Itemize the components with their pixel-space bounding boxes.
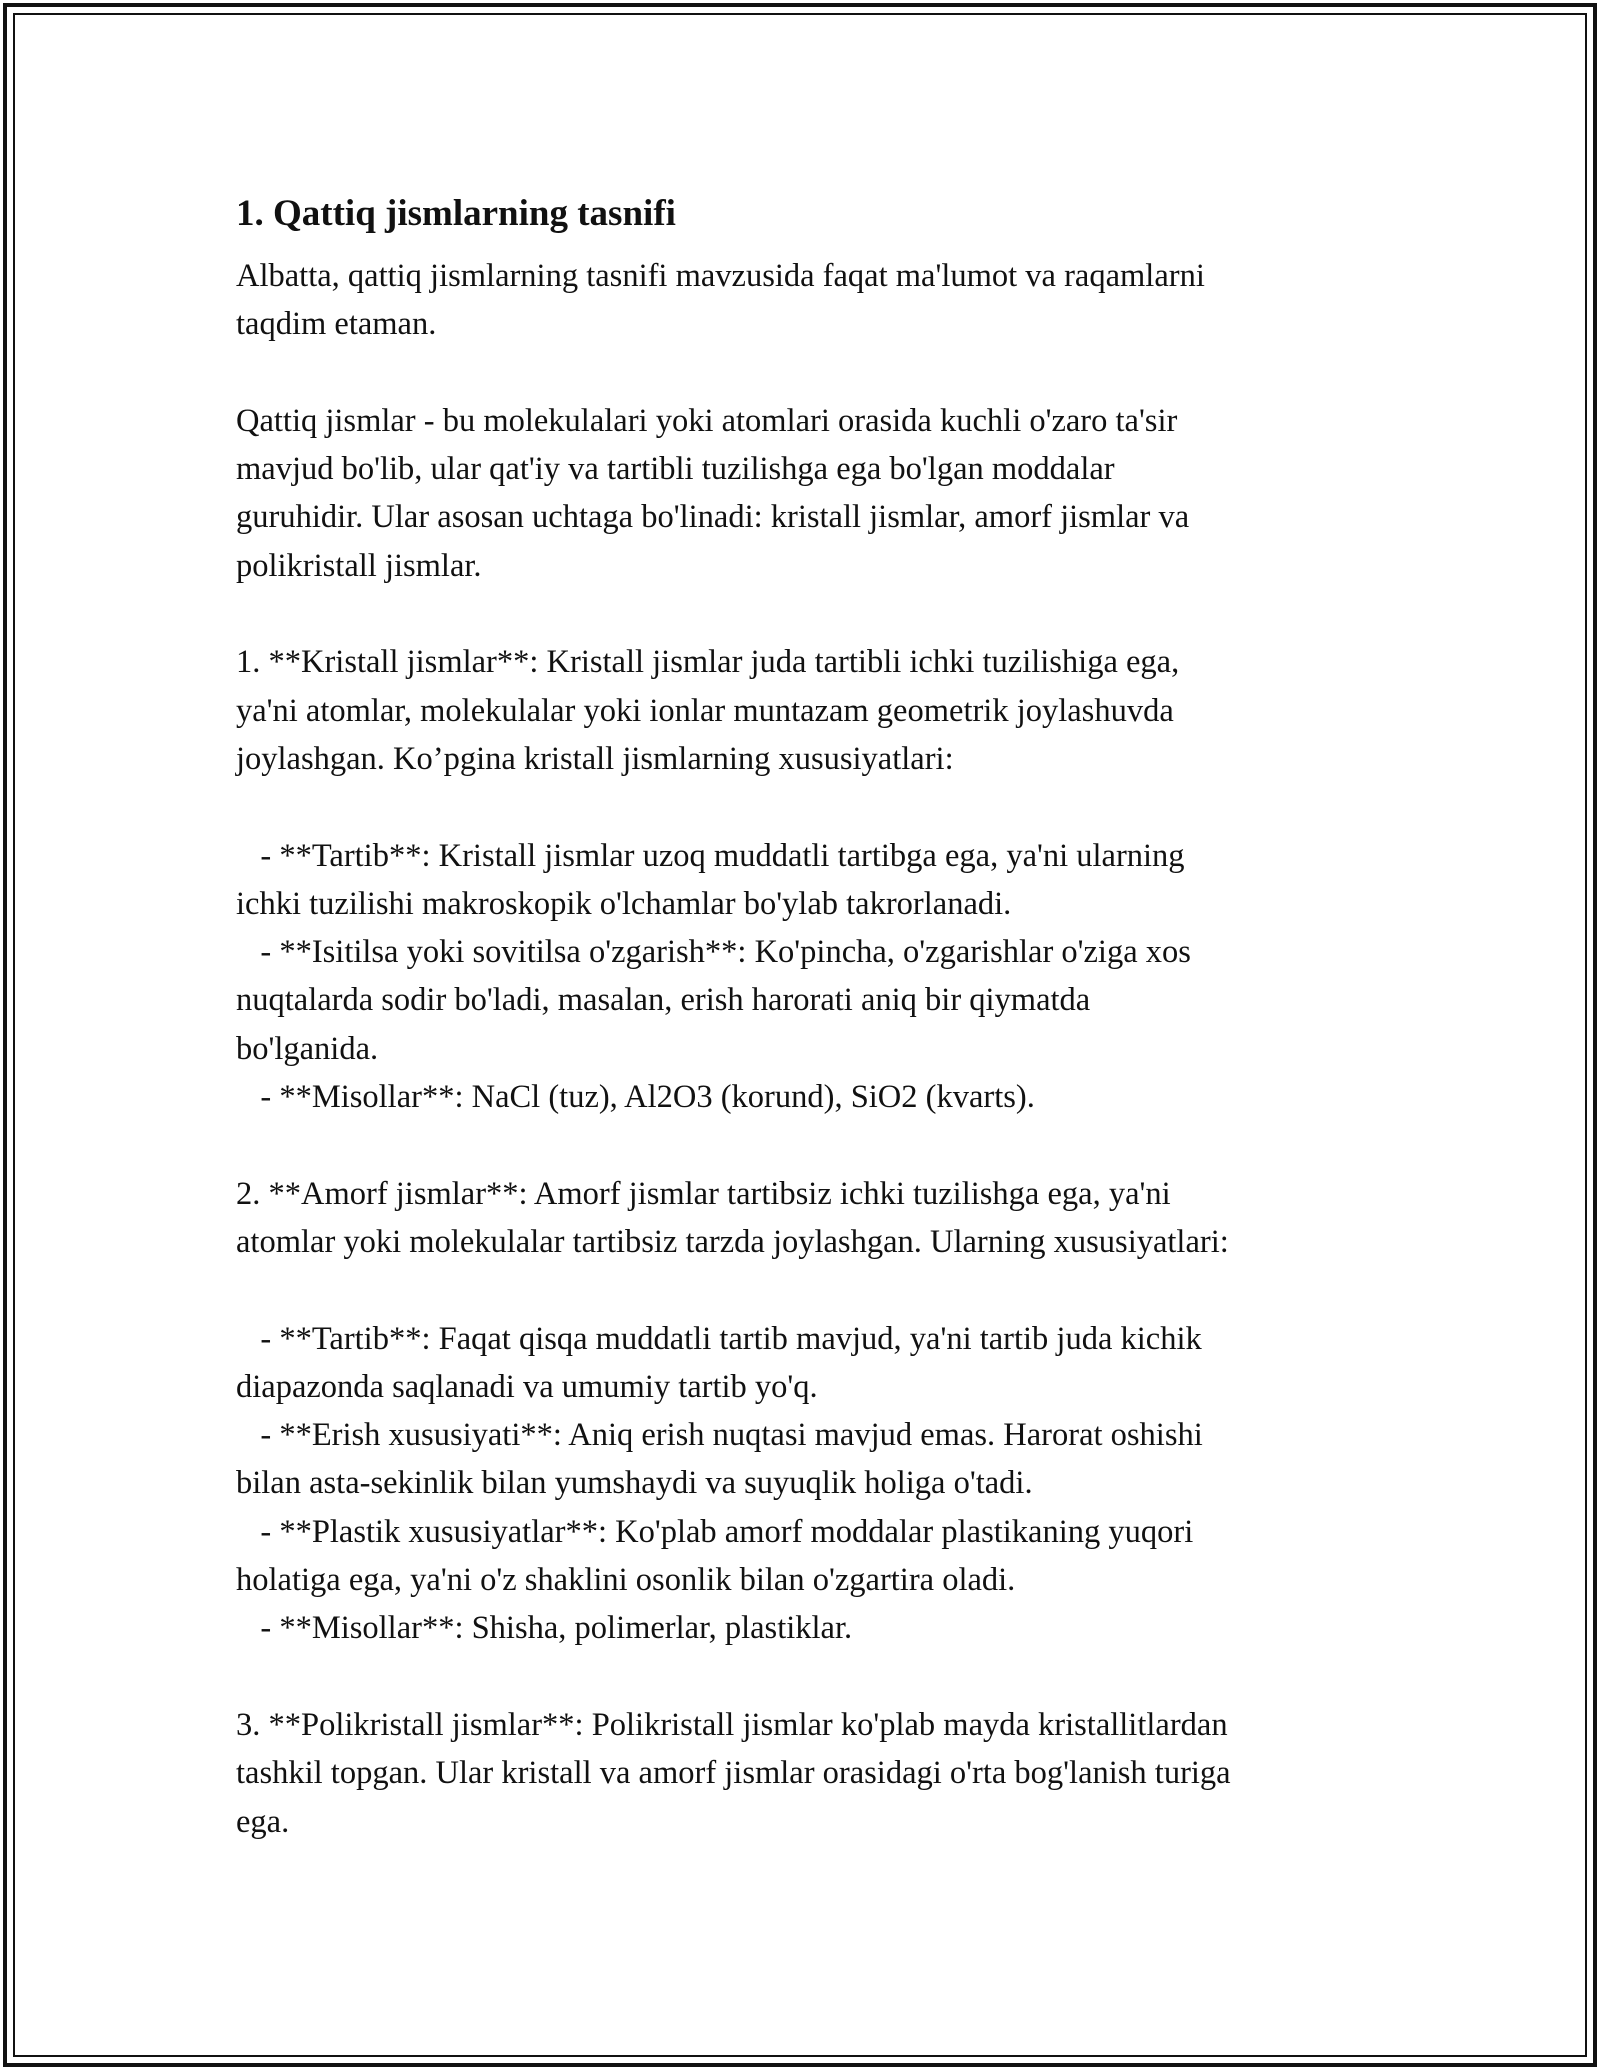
amorphous-section-paragraph: 2. **Amorf jismlar**: Amorf jismlar tartibsiz ichki tuzilishga ega, ya'ni atomlar yoki molekulalar tartibsiz tarzda joylashgan. Ularning xususiyatlari:: [236, 1175, 1229, 1260]
crystalline-properties-list: - **Tartib**: Kristall jismlar uzoq muddatli tartibga ega, ya'ni ularning ichki tuzilishi makroskopik o'lchamlar bo'ylab takrorlanadi. - **Isitilsa yoki sovitilsa o'zgarish**: Ko'pincha, o'zgarishlar o'ziga xos nuqtalarda sodir bo'ladi, masalan, erish harorati aniq bir qiymatda bo'lganida. - **Misollar**: NaCl (tuz), Al2O3 (korund), SiO2 (kvarts).: [236, 837, 1191, 1116]
blank-line: [236, 349, 1376, 397]
blank-line: [236, 1121, 1376, 1169]
blank-line: [236, 783, 1376, 831]
definition-paragraph: Qattiq jismlar - bu molekulalari yoki atomlari orasida kuchli o'zaro ta'sir mavjud bo'lib, ular qat'iy va tartibli tuzilishga ega bo'lgan moddalar guruhidir. Ular asosan uchtaga bo'linadi: kristall jismlar, amorf jismlar va polikristall jismlar.: [236, 402, 1190, 584]
crystalline-section-paragraph: 1. **Kristall jismlar**: Kristall jismlar juda tartibli ichki tuzilishiga ega, ya'ni atomlar, molekulalar yoki ionlar muntazam geometrik joylashuvda joylashgan. Ko’pgina kristall jismlarning xususiyatlari:: [236, 644, 1180, 777]
blank-line: [236, 1266, 1376, 1314]
document-body: [236, 188, 1376, 1846]
amorphous-properties-list: - **Tartib**: Faqat qisqa muddatli tartib mavjud, ya'ni tartib juda kichik diapazonda saqlanadi va umumiy tartib yo'q. - **Erish xususiyati**: Aniq erish nuqtasi mavjud emas. Harorat oshishi bilan asta-sekinlik bilan yumshaydi va suyuqlik holiga o'tadi. - **Plastik xususiyatlar**: Ko'plab amorf moddalar plastikaning yuqori holatiga ega, ya'ni o'z shaklini osonlik bilan o'zgartira oladi. - **Misollar**: Shisha, polimerlar, plastiklar.: [236, 1320, 1203, 1647]
document-title: 1. Qattiq jismlarning tasnifi: [236, 193, 676, 234]
blank-line: [236, 590, 1376, 638]
polycrystalline-section-paragraph: 3. **Polikristall jismlar**: Polikristall jismlar ko'plab mayda kristallitlardan tashkil topgan. Ular kristall va amorf jismlar orasidagi o'rta bog'lanish turiga ega.: [236, 1706, 1231, 1840]
blank-line: [236, 1653, 1376, 1701]
intro-paragraph: Albatta, qattiq jismlarning tasnifi mavzusida faqat ma'lumot va raqamlarni taqdim etaman.: [236, 258, 1205, 343]
